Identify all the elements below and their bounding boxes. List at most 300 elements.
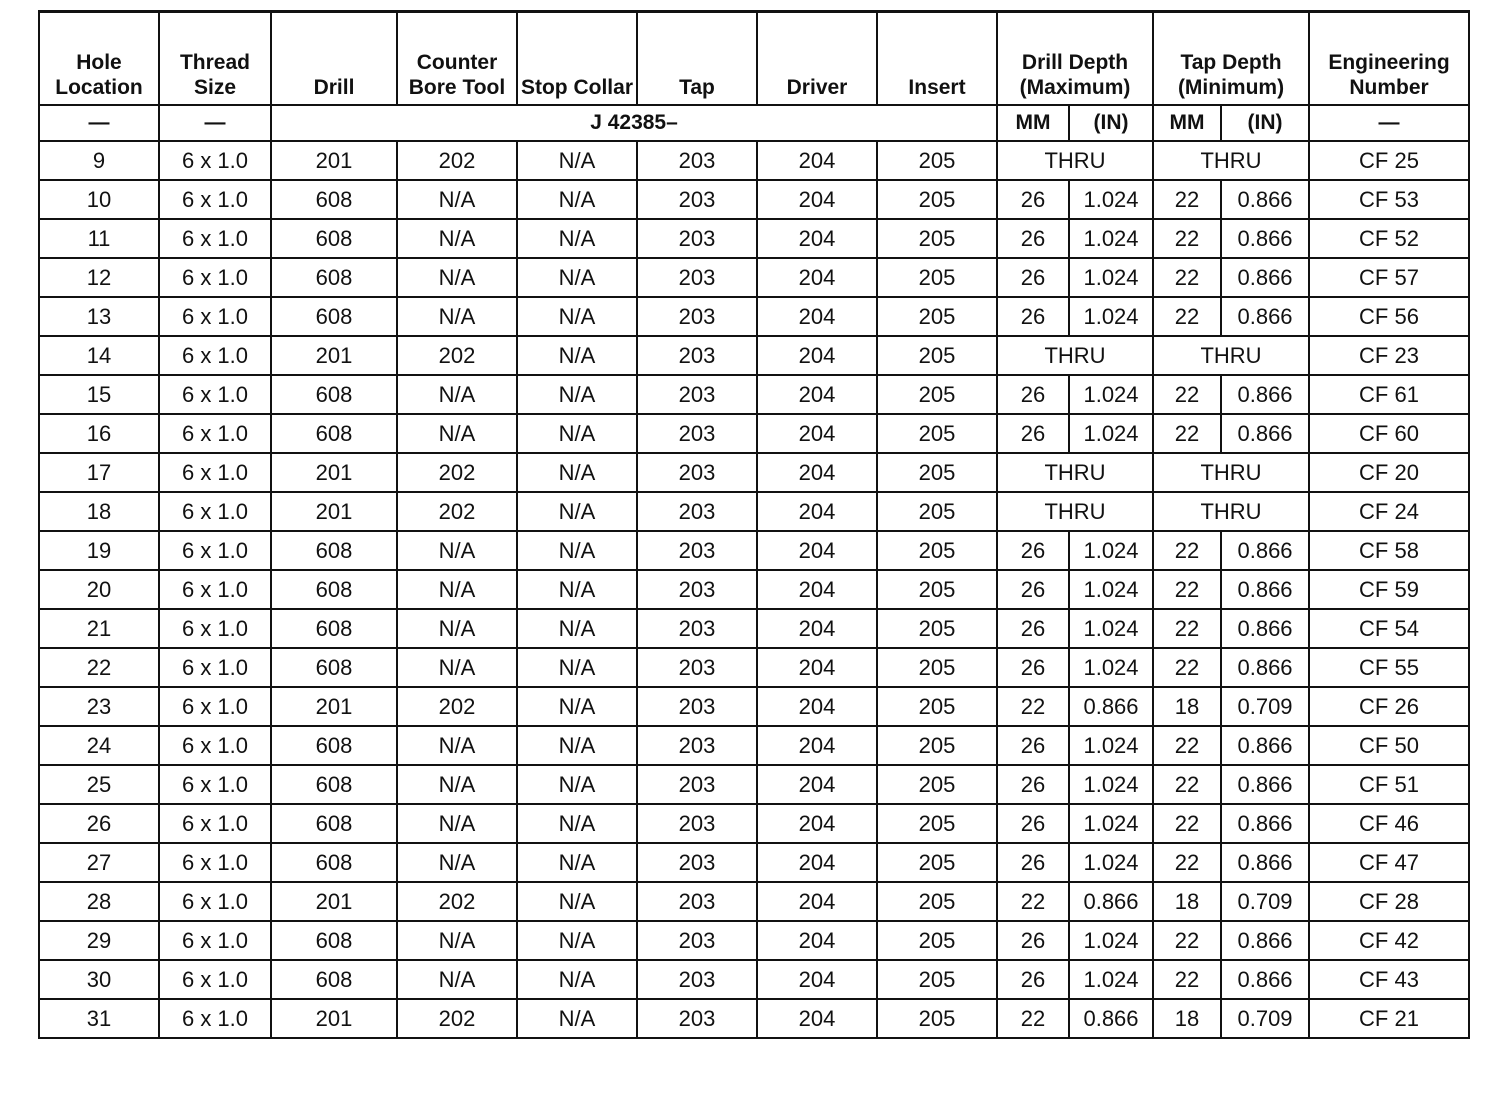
cell-insert: 205 — [877, 219, 997, 258]
cell-insert: 205 — [877, 258, 997, 297]
cell-thread-size: 6 x 1.0 — [159, 882, 271, 921]
cell-stop-collar: N/A — [517, 609, 637, 648]
cell-tap: 203 — [637, 336, 757, 375]
cell-counter-bore-tool: N/A — [397, 804, 517, 843]
col-header-drill: Drill — [271, 12, 397, 106]
cell-insert: 205 — [877, 882, 997, 921]
table-body — [39, 141, 1469, 1038]
cell-hole-location: 9 — [39, 141, 159, 180]
cell-drill-depth-in: 1.024 — [1069, 258, 1153, 297]
cell-drill-depth-mm: 26 — [997, 843, 1069, 882]
cell-drill: 608 — [271, 804, 397, 843]
cell-driver: 204 — [757, 726, 877, 765]
tool-specification-table-container — [38, 10, 1468, 1039]
cell-engineering-number: CF 21 — [1309, 999, 1469, 1038]
col-header-thread-size: Thread Size — [159, 12, 271, 106]
cell-drill-depth-in: 1.024 — [1069, 765, 1153, 804]
cell-thread-size: 6 x 1.0 — [159, 414, 271, 453]
cell-engineering-number: CF 43 — [1309, 960, 1469, 999]
cell-tap-depth-in: 0.866 — [1221, 375, 1309, 414]
cell-thread-size: 6 x 1.0 — [159, 336, 271, 375]
cell-drill-depth-mm: 26 — [997, 414, 1069, 453]
table-row — [39, 492, 1469, 531]
cell-engineering-number: CF 24 — [1309, 492, 1469, 531]
cell-engineering-number: CF 50 — [1309, 726, 1469, 765]
cell-drill-depth-mm: 22 — [997, 999, 1069, 1038]
cell-drill: 608 — [271, 219, 397, 258]
cell-drill: 201 — [271, 687, 397, 726]
cell-stop-collar: N/A — [517, 960, 637, 999]
cell-tap-depth-mm: 22 — [1153, 648, 1221, 687]
cell-insert: 205 — [877, 843, 997, 882]
cell-drill-depth-mm: 26 — [997, 180, 1069, 219]
cell-drill: 201 — [271, 336, 397, 375]
unit-header-row — [39, 105, 1469, 141]
cell-tap: 203 — [637, 141, 757, 180]
cell-insert: 205 — [877, 921, 997, 960]
cell-drill-depth-mm: 22 — [997, 687, 1069, 726]
cell-engineering-number: CF 20 — [1309, 453, 1469, 492]
cell-tap-depth-mm: 22 — [1153, 609, 1221, 648]
cell-drill-depth-mm: 22 — [997, 882, 1069, 921]
cell-drill-depth-in: 1.024 — [1069, 960, 1153, 999]
header-row — [39, 12, 1469, 106]
cell-drill-depth-mm: 26 — [997, 726, 1069, 765]
cell-thread-size: 6 x 1.0 — [159, 765, 271, 804]
cell-tap-depth-mm: 18 — [1153, 882, 1221, 921]
cell-insert: 205 — [877, 453, 997, 492]
cell-tap: 203 — [637, 804, 757, 843]
cell-hole-location: 20 — [39, 570, 159, 609]
cell-drill: 201 — [271, 453, 397, 492]
cell-tap-depth-in: 0.709 — [1221, 687, 1309, 726]
cell-hole-location: 11 — [39, 219, 159, 258]
cell-hole-location: 22 — [39, 648, 159, 687]
table-row — [39, 648, 1469, 687]
cell-tap-depth-in: 0.866 — [1221, 765, 1309, 804]
cell-thread-size: 6 x 1.0 — [159, 180, 271, 219]
cell-thread-size: 6 x 1.0 — [159, 648, 271, 687]
cell-thread-size: 6 x 1.0 — [159, 297, 271, 336]
cell-tap-depth-mm: 22 — [1153, 843, 1221, 882]
cell-counter-bore-tool: N/A — [397, 765, 517, 804]
cell-drill-depth: THRU — [997, 141, 1153, 180]
cell-insert: 205 — [877, 687, 997, 726]
cell-drill: 608 — [271, 531, 397, 570]
cell-engineering-number: CF 42 — [1309, 921, 1469, 960]
table-row — [39, 570, 1469, 609]
cell-thread-size: 6 x 1.0 — [159, 219, 271, 258]
cell-tap-depth-in: 0.866 — [1221, 843, 1309, 882]
cell-tap: 203 — [637, 960, 757, 999]
cell-tap: 203 — [637, 570, 757, 609]
cell-tap-depth-in: 0.866 — [1221, 258, 1309, 297]
cell-drill: 608 — [271, 180, 397, 219]
cell-driver: 204 — [757, 960, 877, 999]
cell-driver: 204 — [757, 882, 877, 921]
col-header-driver: Driver — [757, 12, 877, 106]
cell-drill-depth-mm: 26 — [997, 921, 1069, 960]
cell-drill-depth-mm: 26 — [997, 765, 1069, 804]
cell-engineering-number: CF 55 — [1309, 648, 1469, 687]
cell-tap-depth-mm: 22 — [1153, 765, 1221, 804]
cell-hole-location: 17 — [39, 453, 159, 492]
table-row — [39, 960, 1469, 999]
cell-stop-collar: N/A — [517, 843, 637, 882]
cell-tap-depth-mm: 18 — [1153, 687, 1221, 726]
table-row — [39, 921, 1469, 960]
cell-counter-bore-tool: N/A — [397, 648, 517, 687]
cell-drill-depth-mm: 26 — [997, 531, 1069, 570]
cell-stop-collar: N/A — [517, 921, 637, 960]
cell-insert: 205 — [877, 180, 997, 219]
cell-insert: 205 — [877, 999, 997, 1038]
cell-thread-size: 6 x 1.0 — [159, 726, 271, 765]
table-row — [39, 297, 1469, 336]
cell-stop-collar: N/A — [517, 999, 637, 1038]
table-row — [39, 843, 1469, 882]
cell-driver: 204 — [757, 453, 877, 492]
cell-driver: 204 — [757, 336, 877, 375]
cell-counter-bore-tool: N/A — [397, 960, 517, 999]
cell-driver: 204 — [757, 687, 877, 726]
cell-driver: 204 — [757, 843, 877, 882]
cell-counter-bore-tool: N/A — [397, 297, 517, 336]
cell-tap-depth-in: 0.866 — [1221, 921, 1309, 960]
cell-tap: 203 — [637, 882, 757, 921]
cell-thread-size: 6 x 1.0 — [159, 375, 271, 414]
cell-stop-collar: N/A — [517, 414, 637, 453]
col-header-engineering-number: Engineering Number — [1309, 12, 1469, 106]
cell-driver: 204 — [757, 180, 877, 219]
cell-tap: 203 — [637, 609, 757, 648]
cell-hole-location: 18 — [39, 492, 159, 531]
cell-drill-depth-in: 1.024 — [1069, 570, 1153, 609]
cell-tap: 203 — [637, 453, 757, 492]
cell-tap-depth-in: 0.866 — [1221, 960, 1309, 999]
table-row — [39, 726, 1469, 765]
col-header-hole-location: Hole Location — [39, 12, 159, 106]
cell-tap: 203 — [637, 258, 757, 297]
table-row — [39, 687, 1469, 726]
cell-tap-depth-mm: 22 — [1153, 375, 1221, 414]
cell-driver: 204 — [757, 609, 877, 648]
cell-driver: 204 — [757, 999, 877, 1038]
cell-insert: 205 — [877, 492, 997, 531]
cell-tap-depth-in: 0.866 — [1221, 609, 1309, 648]
subheader-drill-in: (IN) — [1069, 105, 1153, 141]
cell-drill: 201 — [271, 882, 397, 921]
cell-thread-size: 6 x 1.0 — [159, 804, 271, 843]
cell-engineering-number: CF 52 — [1309, 219, 1469, 258]
cell-insert: 205 — [877, 375, 997, 414]
cell-stop-collar: N/A — [517, 336, 637, 375]
subheader-tap-mm: MM — [1153, 105, 1221, 141]
cell-driver: 204 — [757, 492, 877, 531]
cell-stop-collar: N/A — [517, 570, 637, 609]
cell-drill: 608 — [271, 843, 397, 882]
cell-tap-depth-mm: 18 — [1153, 999, 1221, 1038]
cell-stop-collar: N/A — [517, 882, 637, 921]
cell-counter-bore-tool: N/A — [397, 219, 517, 258]
cell-thread-size: 6 x 1.0 — [159, 687, 271, 726]
cell-drill-depth-in: 1.024 — [1069, 414, 1153, 453]
cell-drill-depth-in: 1.024 — [1069, 219, 1153, 258]
cell-drill-depth: THRU — [997, 453, 1153, 492]
cell-hole-location: 16 — [39, 414, 159, 453]
cell-engineering-number: CF 58 — [1309, 531, 1469, 570]
table-row — [39, 999, 1469, 1038]
cell-driver: 204 — [757, 648, 877, 687]
cell-tap: 203 — [637, 219, 757, 258]
cell-hole-location: 15 — [39, 375, 159, 414]
cell-insert: 205 — [877, 609, 997, 648]
table-row — [39, 180, 1469, 219]
cell-drill: 608 — [271, 726, 397, 765]
cell-thread-size: 6 x 1.0 — [159, 570, 271, 609]
table-row — [39, 219, 1469, 258]
cell-engineering-number: CF 28 — [1309, 882, 1469, 921]
cell-tap: 203 — [637, 765, 757, 804]
cell-driver: 204 — [757, 375, 877, 414]
cell-drill: 201 — [271, 492, 397, 531]
cell-engineering-number: CF 61 — [1309, 375, 1469, 414]
cell-hole-location: 10 — [39, 180, 159, 219]
cell-drill: 608 — [271, 258, 397, 297]
cell-drill-depth-in: 1.024 — [1069, 921, 1153, 960]
cell-hole-location: 12 — [39, 258, 159, 297]
cell-tap-depth: THRU — [1153, 141, 1309, 180]
cell-tap-depth-mm: 22 — [1153, 414, 1221, 453]
cell-stop-collar: N/A — [517, 258, 637, 297]
cell-drill-depth-mm: 26 — [997, 297, 1069, 336]
cell-hole-location: 28 — [39, 882, 159, 921]
cell-tap: 203 — [637, 180, 757, 219]
cell-insert: 205 — [877, 960, 997, 999]
cell-engineering-number: CF 54 — [1309, 609, 1469, 648]
cell-engineering-number: CF 53 — [1309, 180, 1469, 219]
cell-insert: 205 — [877, 570, 997, 609]
cell-stop-collar: N/A — [517, 180, 637, 219]
cell-hole-location: 31 — [39, 999, 159, 1038]
cell-insert: 205 — [877, 141, 997, 180]
table-row — [39, 453, 1469, 492]
cell-drill: 608 — [271, 648, 397, 687]
cell-stop-collar: N/A — [517, 453, 637, 492]
cell-tap-depth-mm: 22 — [1153, 531, 1221, 570]
cell-drill: 201 — [271, 141, 397, 180]
cell-counter-bore-tool: 202 — [397, 336, 517, 375]
cell-counter-bore-tool: N/A — [397, 609, 517, 648]
cell-tap: 203 — [637, 726, 757, 765]
cell-stop-collar: N/A — [517, 141, 637, 180]
cell-drill-depth-in: 1.024 — [1069, 804, 1153, 843]
cell-thread-size: 6 x 1.0 — [159, 999, 271, 1038]
cell-hole-location: 13 — [39, 297, 159, 336]
cell-engineering-number: CF 51 — [1309, 765, 1469, 804]
cell-drill-depth-in: 0.866 — [1069, 999, 1153, 1038]
subheader-engineering-number: — — [1309, 105, 1469, 141]
cell-thread-size: 6 x 1.0 — [159, 258, 271, 297]
cell-thread-size: 6 x 1.0 — [159, 843, 271, 882]
cell-engineering-number: CF 26 — [1309, 687, 1469, 726]
cell-tap-depth-mm: 22 — [1153, 726, 1221, 765]
cell-counter-bore-tool: 202 — [397, 999, 517, 1038]
cell-tap: 203 — [637, 843, 757, 882]
cell-counter-bore-tool: 202 — [397, 141, 517, 180]
cell-thread-size: 6 x 1.0 — [159, 921, 271, 960]
cell-counter-bore-tool: N/A — [397, 531, 517, 570]
cell-drill-depth-mm: 26 — [997, 804, 1069, 843]
cell-thread-size: 6 x 1.0 — [159, 960, 271, 999]
col-header-tap: Tap — [637, 12, 757, 106]
cell-tap-depth-in: 0.866 — [1221, 414, 1309, 453]
cell-stop-collar: N/A — [517, 687, 637, 726]
cell-drill-depth-mm: 26 — [997, 570, 1069, 609]
table-row — [39, 141, 1469, 180]
cell-driver: 204 — [757, 258, 877, 297]
cell-drill: 608 — [271, 960, 397, 999]
cell-engineering-number: CF 47 — [1309, 843, 1469, 882]
table-row — [39, 258, 1469, 297]
cell-drill-depth-in: 1.024 — [1069, 648, 1153, 687]
cell-insert: 205 — [877, 648, 997, 687]
cell-drill-depth-in: 1.024 — [1069, 843, 1153, 882]
cell-drill-depth-mm: 26 — [997, 648, 1069, 687]
cell-driver: 204 — [757, 414, 877, 453]
cell-stop-collar: N/A — [517, 375, 637, 414]
cell-thread-size: 6 x 1.0 — [159, 453, 271, 492]
cell-drill-depth-in: 0.866 — [1069, 882, 1153, 921]
cell-tap-depth: THRU — [1153, 336, 1309, 375]
cell-drill-depth-in: 1.024 — [1069, 609, 1153, 648]
col-header-tap-depth: Tap Depth (Minimum) — [1153, 12, 1309, 106]
cell-insert: 205 — [877, 726, 997, 765]
cell-driver: 204 — [757, 804, 877, 843]
cell-counter-bore-tool: N/A — [397, 570, 517, 609]
cell-counter-bore-tool: N/A — [397, 843, 517, 882]
cell-drill: 608 — [271, 921, 397, 960]
cell-drill: 608 — [271, 765, 397, 804]
cell-tap: 203 — [637, 648, 757, 687]
cell-driver: 204 — [757, 531, 877, 570]
cell-drill: 608 — [271, 375, 397, 414]
tool-specification-table — [38, 10, 1470, 1039]
cell-tap-depth-in: 0.866 — [1221, 297, 1309, 336]
cell-hole-location: 26 — [39, 804, 159, 843]
cell-stop-collar: N/A — [517, 492, 637, 531]
cell-drill-depth-in: 1.024 — [1069, 531, 1153, 570]
cell-tap-depth-in: 0.709 — [1221, 999, 1309, 1038]
cell-insert: 205 — [877, 765, 997, 804]
col-header-counter-bore-tool: Counter Bore Tool — [397, 12, 517, 106]
cell-stop-collar: N/A — [517, 726, 637, 765]
cell-tap-depth-in: 0.866 — [1221, 726, 1309, 765]
cell-drill-depth-in: 1.024 — [1069, 180, 1153, 219]
cell-counter-bore-tool: N/A — [397, 414, 517, 453]
table-row — [39, 336, 1469, 375]
cell-thread-size: 6 x 1.0 — [159, 492, 271, 531]
cell-insert: 205 — [877, 414, 997, 453]
cell-drill-depth-in: 0.866 — [1069, 687, 1153, 726]
col-header-stop-collar: Stop Collar — [517, 12, 637, 106]
cell-tap-depth-in: 0.866 — [1221, 648, 1309, 687]
cell-tap-depth-in: 0.866 — [1221, 219, 1309, 258]
cell-stop-collar: N/A — [517, 765, 637, 804]
subheader-thread-size: — — [159, 105, 271, 141]
cell-driver: 204 — [757, 141, 877, 180]
cell-drill-depth-mm: 26 — [997, 960, 1069, 999]
cell-tap-depth-in: 0.866 — [1221, 570, 1309, 609]
table-row — [39, 804, 1469, 843]
table-row — [39, 414, 1469, 453]
cell-tap-depth-mm: 22 — [1153, 804, 1221, 843]
cell-tap-depth-in: 0.709 — [1221, 882, 1309, 921]
cell-hole-location: 29 — [39, 921, 159, 960]
cell-drill-depth-in: 1.024 — [1069, 726, 1153, 765]
cell-insert: 205 — [877, 804, 997, 843]
cell-drill-depth-mm: 26 — [997, 375, 1069, 414]
table-row — [39, 609, 1469, 648]
cell-tap: 203 — [637, 531, 757, 570]
cell-hole-location: 30 — [39, 960, 159, 999]
cell-insert: 205 — [877, 336, 997, 375]
col-header-drill-depth: Drill Depth (Maximum) — [997, 12, 1153, 106]
cell-drill: 608 — [271, 297, 397, 336]
cell-drill: 608 — [271, 570, 397, 609]
cell-engineering-number: CF 25 — [1309, 141, 1469, 180]
cell-engineering-number: CF 56 — [1309, 297, 1469, 336]
cell-drill-depth-in: 1.024 — [1069, 375, 1153, 414]
cell-thread-size: 6 x 1.0 — [159, 609, 271, 648]
cell-stop-collar: N/A — [517, 648, 637, 687]
cell-tap-depth: THRU — [1153, 453, 1309, 492]
cell-tap: 203 — [637, 492, 757, 531]
table-row — [39, 765, 1469, 804]
table-row — [39, 882, 1469, 921]
cell-hole-location: 27 — [39, 843, 159, 882]
cell-tap-depth: THRU — [1153, 492, 1309, 531]
cell-counter-bore-tool: 202 — [397, 882, 517, 921]
cell-counter-bore-tool: N/A — [397, 921, 517, 960]
cell-driver: 204 — [757, 297, 877, 336]
cell-engineering-number: CF 46 — [1309, 804, 1469, 843]
cell-stop-collar: N/A — [517, 219, 637, 258]
cell-tap-depth-mm: 22 — [1153, 960, 1221, 999]
cell-tap-depth-mm: 22 — [1153, 921, 1221, 960]
cell-tap-depth-mm: 22 — [1153, 219, 1221, 258]
cell-thread-size: 6 x 1.0 — [159, 531, 271, 570]
cell-driver: 204 — [757, 219, 877, 258]
cell-tap: 203 — [637, 687, 757, 726]
cell-hole-location: 23 — [39, 687, 159, 726]
cell-tap-depth-mm: 22 — [1153, 570, 1221, 609]
cell-drill: 608 — [271, 609, 397, 648]
cell-stop-collar: N/A — [517, 531, 637, 570]
cell-drill: 201 — [271, 999, 397, 1038]
cell-insert: 205 — [877, 297, 997, 336]
cell-tap-depth-mm: 22 — [1153, 258, 1221, 297]
cell-tap: 203 — [637, 921, 757, 960]
cell-drill-depth-mm: 26 — [997, 219, 1069, 258]
cell-thread-size: 6 x 1.0 — [159, 141, 271, 180]
cell-drill: 608 — [271, 414, 397, 453]
subheader-drill-mm: MM — [997, 105, 1069, 141]
cell-driver: 204 — [757, 921, 877, 960]
cell-counter-bore-tool: N/A — [397, 375, 517, 414]
cell-counter-bore-tool: 202 — [397, 492, 517, 531]
cell-tap-depth-mm: 22 — [1153, 180, 1221, 219]
